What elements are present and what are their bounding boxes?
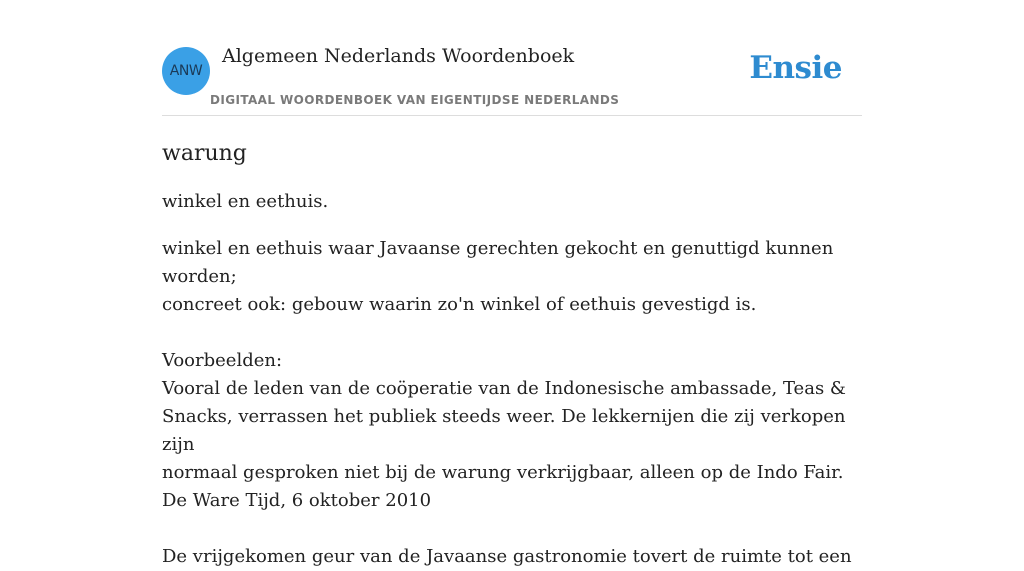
examples-heading: Voorbeelden: [162, 350, 283, 371]
definition-line: concreet ook: gebouw waarin zo'n winkel of eethuis gevestigd is. [162, 294, 757, 315]
example-line: Snacks, verrassen het publiek steeds weer. De lekkernijen die zij verkopen zijn [162, 406, 846, 455]
site-title[interactable]: Algemeen Nederlands Woordenboek [222, 45, 575, 67]
example-line: De vrijgekomen geur van de Javaanse gastronomie tovert de ruimte tot een [162, 546, 852, 567]
spacer [162, 515, 872, 543]
entry-body [162, 235, 872, 571]
example-line: normaal gesproken niet bij de warung verkrijgbaar, alleen op de Indo Fair. [162, 462, 844, 483]
example-line: Vooral de leden van de coöperatie van de Indonesische ambassade, Teas & [162, 378, 846, 399]
example-source: De Ware Tijd, 6 oktober 2010 [162, 490, 432, 511]
definition-line: winkel en eethuis waar Javaanse gerechten gekocht en genuttigd kunnen worden; [162, 238, 834, 287]
site-subtitle: DIGITAAL WOORDENBOEK VAN EIGENTIJDSE NEDERLANDS [210, 93, 620, 107]
spacer [162, 319, 872, 347]
anw-logo[interactable]: ANW [162, 47, 210, 95]
site-header [162, 0, 862, 116]
entry-content [162, 138, 872, 571]
short-definition: winkel en eethuis. [162, 191, 329, 212]
entry-word: warung [162, 141, 247, 166]
ensie-brand-logo[interactable]: Ensie [749, 50, 842, 86]
